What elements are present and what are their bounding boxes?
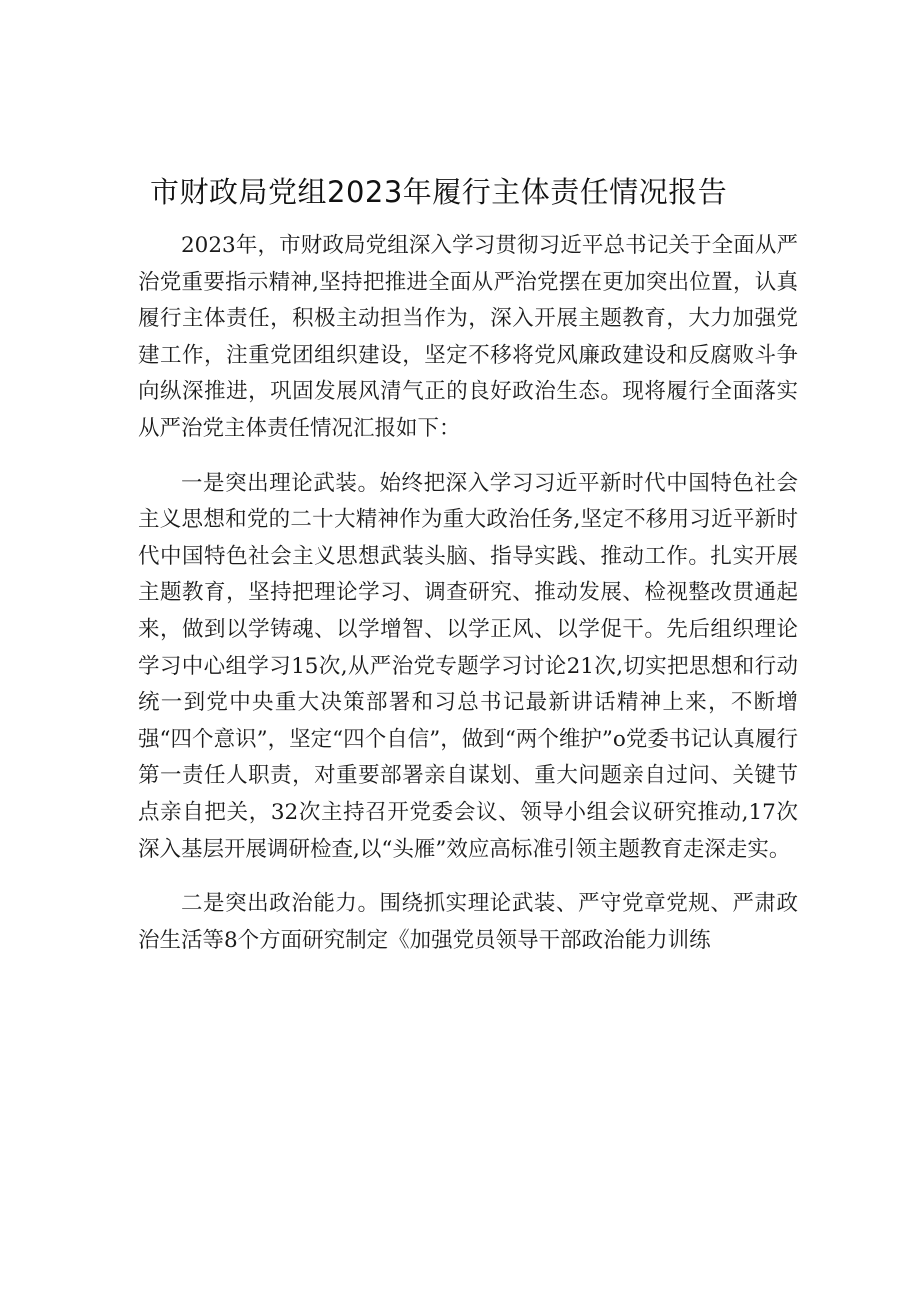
paragraph-theory-arming: 一是突出理论武装。始终把深入学习习近平新时代中国特色社会主义思想和党的二十大精神作为重大政治任务,坚定不移用习近平新时代中国特色社会主义思想武装头脑、指导实践、推动工作。扎实开展主题教育，坚持把理论学习、调查研究、推动发展、检视整改贯通起来，做到以学铸魂、以学增智、以学正风、以学促干。先后组织理论学习中心组学习15次,从严治党专题学习讨论21次,切实把思想和行动统一到党中央重大决策部署和习总书记最新讲话精神上来，不断增强“四个意识”，坚定“四个自信”，做到“两个维护”o党委书记认真履行第一责任人职责，对重要部署亲自谋划、重大问题亲自过问、关键节点亲自把关，32次主持召开党委会议、领导小组会议研究推动,17次深入基层开展调研检查,以“头雁”效应高标准引领主题教育走深走实。 [138,470,798,862]
paragraph-intro: 2023年，市财政局党组深入学习贯彻习近平总书记关于全面从严治党重要指示精神,坚持把推进全面从严治党摆在更加突出位置，认真履行主体责任，积极主动担当作为，深入开展主题教育，大力加强党建工作，注重党团组织建设，坚定不移将党风廉政建设和反腐败斗争向纵深推进，巩固发展风清气正的良好政治生态。现将履行全面落实从严治党主体责任情况汇报如下： [138,233,798,441]
paragraph-political-ability: 二是突出政治能力。围绕抓实理论武装、严守党章党规、严肃政治生活等8个方面研究制定《加强党员领导干部政治能力训练 [138,891,798,953]
document-body [138,228,798,977]
document-title: 市财政局党组2023年履行主体责任情况报告 [150,175,728,209]
